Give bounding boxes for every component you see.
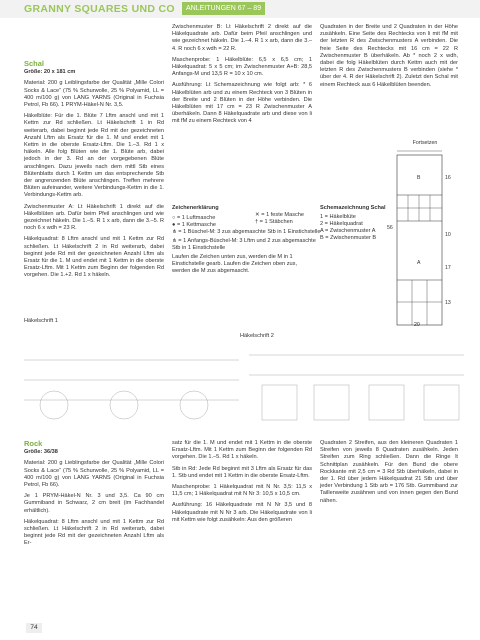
schal-pattern-a: Zwischenmuster A: Lt Häkelschrift 1 direkt auf die Häkelblüten arb. Dafür beim Pfeil anschlingen und wie gezeichnet häkeln. Die 1.–5. R 1 x arb, dann die 3.–5. R noch 6 x wdh = 23 R. [24, 203, 164, 232]
schal-execution: Ausführung: Lt Schemazeichnung wie folgt arb: * 6 Häkelblüten arb und zu einem Rechteck von 3 Blüten in der Breite und 2 Blüten in der Höhe verbinden. Die Häkelblüten mit 17 cm = 23 R Zwischenmuster A überhäkeln. Dann 8 Häkelquadrate arb und diese von li mit fM zu einem Rechteck von 4 [172, 82, 312, 125]
legend-cluster: ⋔ = 1 Büschel-M: 3 zus abgemaschte Stb in 1 Einstichstelle [172, 229, 321, 235]
schema-drawing [380, 145, 480, 335]
schal-column-1 [24, 60, 164, 284]
schal-flower: Häkelblüte: Für die 1. Blüte 7 Lftm anschl und mit 1 Kettm zur Rd schließen. Lt Häkelschrift 1 in Rd weiterarb, dabei beginnt jede Rd mit der gezeichneten Anzahl Lftm als Ersatz für die 1. M und endet mit 1 Kettm in die oberste Ersatz-Lftm. Die 1.–3. Rd 1 x häkeln. Alle folg Blüten wie die 1. Blüte arb, dabei jedoch in der 3. Rd an der vorgegebenen Blüte anschlingen. Dazu jeweils nach dem mittl Stb eines Blütenblatts durch 1 Kettm um das entsprechende Stb der angrenzenden Blüte anschlingen. Treffen mehrere Blüten aufeinander, weitere Verbindungs-Kettm in die 1. Verbindungs-Kettm arb. [24, 113, 164, 199]
schema-20: 20 [414, 322, 420, 328]
schema-key-b: B = Zwischenmuster B [320, 235, 377, 241]
schal-size: Größe: 20 x 181 cm [24, 69, 76, 76]
schal-heading: Schal [24, 59, 45, 68]
legend-dc: † = 1 Stäbchen [255, 219, 293, 225]
schal-square: Häkelquadrat: 8 Lftm anschl und mit 1 Kettm zur Rd schließen. Lt Häkelschrift 2 in Rd weiterarb, dabei beginnt jede Rd mit der gezeichneten Anzahl Lftm als Ersatz für die 1. M und endet mit 1 Kettm in die oberste Ersatz-Lftm. Mit 1 Kettm zum Beginn der folgenden Rd vorgehen. Die 1.+2. Rd 1 x häkeln. [24, 236, 164, 279]
rock-gauge: Maschenprobe: 1 Häkelquadrat mit N Nr. 3,5: 11,5 x 11,5 cm; 1 Häkelquadrat mit N Nr 3: 10,5 x 10,5 cm. [172, 484, 312, 498]
rock-column-1 [24, 440, 164, 552]
page-number: 74 [26, 623, 42, 633]
chart-2-title: Häkelschrift 2 [240, 333, 274, 339]
schal-execution-cont: Quadraten in der Breite und 2 Quadraten in der Höhe zusähkeln. Eine Seite des Rechtecks von li mit fM mit der letzten R des Zwischenmusters A verbinden. Die freie Seite des Rechtecks mit 16 cm = 22 R Zwischenmuster B überhäkeln. Ab * noch 2 x wdh, dabei die folg Häkelblüten durch Kettm auch mit der letzten R des Zwischenmusters B verbinden (siehe * über der 4. R der Häkelschrift 2). Zuletzt den Schal mit einem Rechteck aus 6 Häkelblüten beenden. [320, 24, 458, 88]
schema-key-a: A = Zwischenmuster A [320, 228, 376, 234]
section-title: GRANNY SQUARES UND CO [24, 3, 175, 15]
schal-column-2 [172, 24, 312, 130]
symbol-legend-right [255, 212, 304, 226]
rock-execution-cont: Quadraten 2 Streifen, aus den kleineren Quadraten 1 Streifen von jeweils 8 Quadraten zusähkeln. Jeden Streifen zum Ring schließen. Dann die Ringe lt Schnittplan zusähkeln. Für den Bund die obere Rockkante mit 2,5 cm = 3 Rd Stb überhäkeln, dabei in der 1. Rd über jedem Häkelquadrat 21 Stb und über jeder Verbindung 1 Stb arb = 176 Stb. Gummiband zur Taillenweite zusähnen und von innen gegen den Bund nähen. [320, 440, 458, 504]
legend-start-cluster: ⋔ = 1 Anfangs-Büschel-M: 3 Lftm und 2 zus abgemaschte Stb in 1 Einstichstelle [172, 238, 316, 251]
legend-slip: ● = 1 Kettmasche [172, 222, 216, 228]
schal-gauge: Maschenprobe: 1 Häkelblüte: 6,5 x 6,5 cm; 1 Häkelquadrat: 5 x 5 cm; im Zwischenmuster A+B: 28,5 Anfangs-M und 13,5 R = 10 x 10 cm. [172, 56, 312, 78]
rock-square-cont: satz für die 1. M und endet mit 1 Kettm in die oberste Ersatz-Lftm. Mit 1 Kettm zum Beginn der folgenden Rd vorgehen. Die 1.–5. Rd 1 x häkeln. [172, 440, 312, 461]
chart-1-title: Häkelschrift 1 [24, 318, 58, 324]
crochet-charts [24, 330, 464, 430]
schema-continue: Fortsetzen [412, 140, 438, 146]
rock-column-2 [172, 440, 312, 528]
section-subtitle: ANLEITUNGEN 67 – 89 [182, 2, 265, 15]
page-header [0, 0, 480, 18]
schema-17: 17 [445, 265, 451, 271]
rock-heading: Rock [24, 439, 43, 448]
schema-56: 56 [387, 225, 393, 231]
schema-16: 16 [445, 175, 451, 181]
rock-execution: Ausführung: 16 Häkelquadrate mit N Nr 3,5 und 8 Häkelquadrate mit N Nr 3 arb. Die Häkelquadrate von li mit Kettm wie folgt zusähkeln: Aus den größeren [172, 502, 312, 523]
schema-10: 10 [445, 232, 451, 238]
legend-sc: ✕ = 1 feste Masche [255, 212, 305, 218]
schal-pattern-b: Zwischenmuster B: Lt Häkelschrift 2 direkt auf die Häkelquadrate arb. Dafür beim Pfeil anschlingen und wie gezeichnet häkeln. Die 1.–4. R 1 x arb, dann die 3.–4. R noch 6 x wdh = 22 R. [172, 24, 312, 52]
schal-column-3 [320, 24, 458, 93]
rock-needles: Je 1 PRYM-Häkel-N Nr. 3 und 3,5. Ca 90 cm Gummiband in Schwarz, 2 cm breit (im Fachhandel erhältlich). [24, 493, 164, 514]
schema-a: A [417, 260, 421, 266]
schema-13: 13 [445, 300, 451, 306]
rock-square: Häkelquadrat: 8 Lftm anschl und mit 1 Kettm zur Rd schließen. Lt Häkelschrift 2 in Rd weiterarb, dabei beginnt jede Rd mit der gezeichneten Anzahl Lftm als Er- [24, 518, 164, 547]
legend-note: Laufen die Zeichen unten zus, werden die M in 1 Einstichstelle gearb. Laufen die Zeichen oben zus, werden die M zus abgemascht. [172, 254, 298, 274]
legend-title: Zeichenerklärung [172, 205, 219, 211]
rock-size: Größe: 36/38 [24, 449, 58, 456]
rock-rounds: Stb in Rd: Jede Rd beginnt mit 3 Lftm als Ersatz für das 1. Stb und endet mit 1 Kettm in die oberste Ersatz-Lftm. [172, 465, 312, 479]
schema-key-1: 1 = Häkelblüte [320, 214, 356, 220]
schal-material: Material: 200 g Leiblingsfarbe der Qualität „Mille Colori Socks & Lace“ (75 % Schurwolle, 25 % Polyamid, LL = 400 m/100 g) von LANG YARNS (Original in Fuchsia Petrol, Fb 66). 1 PRYM-Häkel-N Nr. 3,5. [24, 80, 164, 109]
legend-chain: ○ = 1 Luftmasche [172, 215, 216, 221]
schema-b: B [417, 175, 421, 181]
schema-title: Schemazeichnung Schal [320, 205, 386, 211]
schema-key-2: 2 = Häkelquadrat [320, 221, 363, 227]
rock-column-3 [320, 440, 458, 509]
rock-material: Material: 200 g Lieblingsfarbe der Qualität „Mille Colori Socks & Lace“ (75 % Schurwolle, 25 % Polyamid, LL = 400 m/100 g) von LANG YARNS (Original in Fuchsia Petrol, Fb 66). [24, 460, 164, 489]
